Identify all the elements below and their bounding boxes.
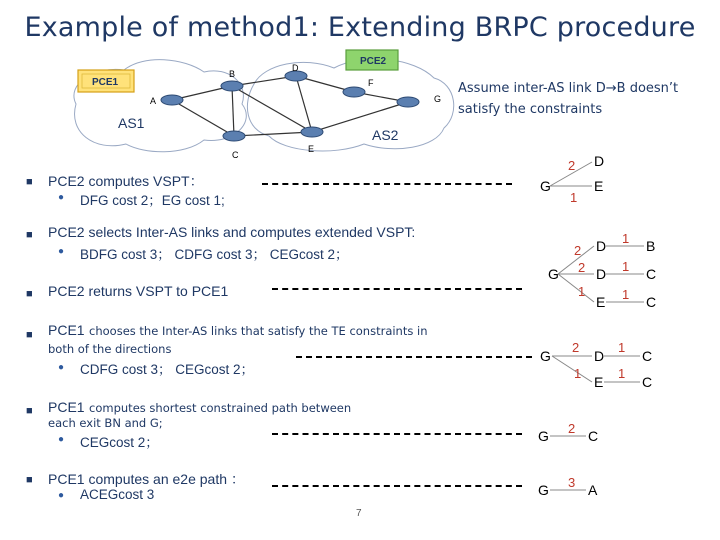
svg-text:D: D — [594, 153, 605, 169]
svg-text:A: A — [588, 482, 598, 498]
router-g-icon — [397, 94, 441, 107]
svg-text:C: C — [232, 150, 239, 160]
svg-text:E: E — [594, 374, 604, 390]
svg-text:2: 2 — [572, 340, 580, 355]
as2-label: AS2 — [372, 127, 399, 143]
step-4-sub: CDFG cost 3； CEGcost 2； — [80, 362, 255, 377]
svg-text:2: 2 — [568, 158, 576, 173]
vspt-tree-2 — [544, 228, 664, 312]
svg-text:G: G — [548, 266, 559, 282]
svg-text:C: C — [646, 266, 657, 282]
step-2-sub: BDFG cost 3； CDFG cost 3； CEGcost 2； — [80, 247, 349, 262]
step-1-main: PCE2 computes VSPT： — [48, 173, 204, 189]
step-6-main: PCE1 computes an e2e path ： — [48, 471, 245, 487]
svg-text:PCE1: PCE1 — [92, 77, 119, 88]
svg-text:D: D — [292, 63, 299, 73]
svg-text:E: E — [308, 144, 315, 154]
svg-text:2: 2 — [574, 243, 582, 258]
svg-text:1: 1 — [622, 231, 630, 246]
svg-text:B: B — [229, 69, 236, 79]
router-c-icon — [223, 131, 245, 160]
square-bullet-icon: ■ — [26, 229, 33, 241]
as1-label: AS1 — [118, 115, 145, 131]
dot-bullet-icon: ● — [58, 362, 65, 373]
svg-text:G: G — [538, 482, 549, 498]
dashed-connector — [272, 485, 522, 487]
svg-text:1: 1 — [618, 340, 626, 355]
square-bullet-icon: ■ — [26, 176, 33, 188]
router-d-icon — [285, 63, 307, 81]
vspt-tree-3 — [536, 336, 656, 392]
svg-text:G: G — [434, 94, 442, 104]
dot-bullet-icon: ● — [58, 246, 65, 257]
svg-text:F: F — [368, 78, 374, 88]
svg-text:3: 3 — [568, 475, 576, 490]
step-5-main: PCE1 computes shortest constrained path between — [48, 399, 352, 415]
constraint-note: Assume inter-AS link D→B doesn’t satisfy the constraints — [458, 81, 679, 117]
svg-text:G: G — [540, 178, 551, 194]
step-4-main: PCE1 chooses the Inter-AS links that satisfy the TE constraints in — [48, 322, 428, 338]
svg-text:G: G — [540, 348, 551, 364]
router-f-icon — [343, 78, 374, 97]
svg-text:1: 1 — [618, 366, 626, 381]
step-1-sub: DFG cost 2；EG cost 1; — [80, 193, 225, 208]
pce1-box — [78, 70, 134, 92]
pce2-box — [346, 50, 398, 70]
step-3-main: PCE2 returns VSPT to PCE1 — [48, 283, 229, 299]
dashed-connector — [272, 288, 522, 290]
svg-text:E: E — [596, 294, 606, 310]
network-diagram — [64, 44, 464, 164]
vspt-tree-1 — [536, 150, 616, 206]
svg-text:G: G — [538, 428, 549, 444]
square-bullet-icon: ■ — [26, 405, 33, 417]
svg-text:B: B — [646, 238, 656, 254]
svg-text:D: D — [596, 266, 607, 282]
svg-text:D: D — [594, 348, 605, 364]
svg-text:1: 1 — [570, 190, 578, 205]
svg-text:1: 1 — [574, 366, 582, 381]
dashed-connector — [296, 356, 532, 358]
svg-text:PCE2: PCE2 — [360, 56, 387, 67]
svg-text:E: E — [594, 178, 604, 194]
svg-text:2: 2 — [578, 260, 586, 275]
as2-cloud — [247, 59, 453, 151]
dashed-connector — [262, 183, 512, 185]
step-2-main: PCE2 selects Inter-AS links and computes extended VSPT: — [48, 224, 416, 240]
dot-bullet-icon: ● — [58, 490, 65, 501]
step-6-sub: ACEGcost 3 — [80, 487, 155, 502]
vspt-tree-5 — [534, 472, 604, 502]
step-4-main-cont: both of the directions — [48, 342, 172, 356]
vspt-tree-4 — [534, 418, 604, 448]
svg-text:C: C — [642, 348, 653, 364]
svg-text:1: 1 — [578, 284, 586, 299]
svg-text:1: 1 — [622, 259, 630, 274]
svg-text:C: C — [588, 428, 599, 444]
square-bullet-icon: ■ — [26, 288, 33, 300]
square-bullet-icon: ■ — [26, 329, 33, 341]
right-arrow-icon: → — [605, 81, 617, 96]
dot-bullet-icon: ● — [58, 192, 65, 203]
page-number: 7 — [356, 508, 362, 519]
square-bullet-icon: ■ — [26, 474, 33, 486]
router-a-icon — [150, 95, 183, 106]
svg-text:C: C — [646, 294, 657, 310]
svg-text:2: 2 — [568, 421, 576, 436]
step-5-main-cont: each exit BN and G; — [48, 416, 163, 430]
dot-bullet-icon: ● — [58, 434, 65, 445]
svg-text:C: C — [642, 374, 653, 390]
svg-text:A: A — [150, 96, 157, 106]
svg-text:1: 1 — [622, 287, 630, 302]
step-5-sub: CEGcost 2； — [80, 435, 159, 450]
svg-text:D: D — [596, 238, 607, 254]
page-title: Example of method1: Extending BRPC procedure — [24, 12, 696, 43]
dashed-connector — [272, 433, 522, 435]
